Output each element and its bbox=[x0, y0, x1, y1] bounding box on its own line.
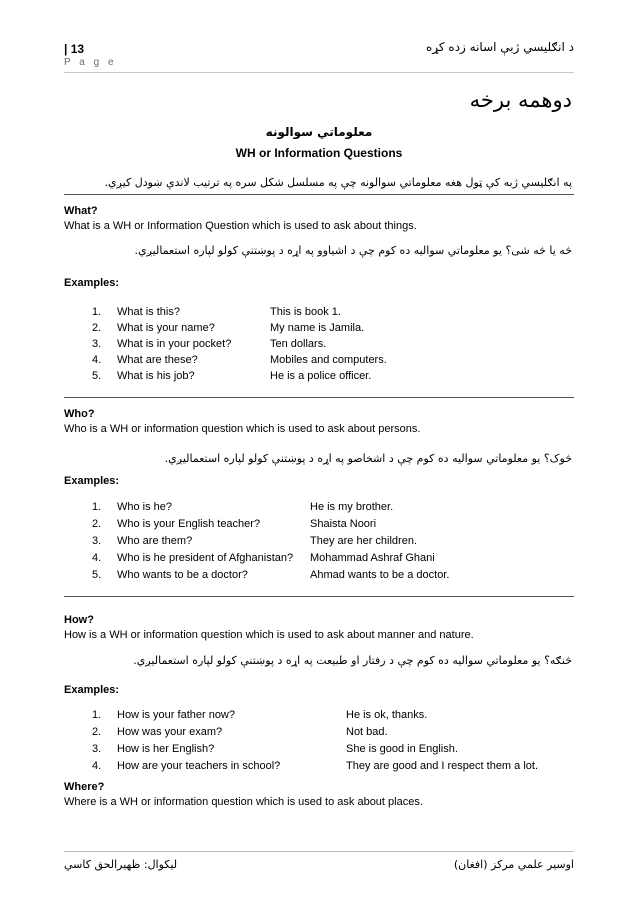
examples-label: Examples: bbox=[64, 684, 120, 696]
example-question: Who is he president of Afghanistan? bbox=[117, 552, 294, 564]
intro-text: په انګليسي ژبه کې ټول هغه معلوماتي سوالونه چې په مسلسل شکل سره په ترتيب لاندې ښودل کيږي. bbox=[104, 176, 572, 189]
example-number: 5. bbox=[92, 569, 102, 581]
section-divider bbox=[64, 397, 574, 398]
example-question: Who are them? bbox=[117, 535, 193, 547]
section-title: دوهمه برخه bbox=[469, 88, 572, 112]
example-question: How is her English? bbox=[117, 743, 215, 755]
footer-divider bbox=[64, 851, 574, 852]
section-divider bbox=[64, 596, 574, 597]
example-number: 3. bbox=[92, 338, 102, 350]
section-description-how: How is a WH or information question which is used to ask about manner and nature. bbox=[64, 629, 474, 641]
example-answer: They are good and I respect them a lot. bbox=[346, 760, 539, 772]
example-question: What are these? bbox=[117, 354, 198, 366]
example-answer: Ahmad wants to be a doctor. bbox=[310, 569, 450, 581]
example-answer: Mohammad Ashraf Ghani bbox=[310, 552, 435, 564]
header-title: د انګليسي ژبې اسانه زده کړه bbox=[425, 40, 574, 54]
example-answer: This is book 1. bbox=[270, 306, 341, 318]
footer-publisher: اوسير علمي مرکز (افغان) bbox=[453, 858, 574, 871]
page-label: P a g e bbox=[64, 57, 117, 68]
section-heading-who: Who? bbox=[64, 408, 95, 420]
section-divider bbox=[64, 194, 574, 195]
footer-author: ليکوال: ظهيرالحق کاسي bbox=[64, 858, 178, 871]
example-number: 1. bbox=[92, 709, 102, 721]
example-answer: My name is Jamila. bbox=[270, 322, 365, 334]
example-answer: She is good in English. bbox=[346, 743, 458, 755]
example-question: How are your teachers in school? bbox=[117, 760, 281, 772]
section-heading-what: What? bbox=[64, 205, 98, 217]
examples-label: Examples: bbox=[64, 277, 120, 289]
example-number: 1. bbox=[92, 501, 102, 513]
subtitle-pashto: معلوماتي سوالونه bbox=[265, 125, 373, 139]
example-number: 2. bbox=[92, 322, 102, 334]
example-number: 4. bbox=[92, 552, 102, 564]
example-question: What is in your pocket? bbox=[117, 338, 232, 350]
example-answer: Mobiles and computers. bbox=[270, 354, 387, 366]
example-number: 3. bbox=[92, 535, 102, 547]
example-question: How is your father now? bbox=[117, 709, 235, 721]
example-number: 4. bbox=[92, 760, 102, 772]
section-translation-who: څوک؟ يو معلوماتي سواليه ده کوم چې د اشخاصو په اړه د پوښتنې کولو لپاره استعماليږي. bbox=[164, 452, 572, 465]
page-number: | 13 bbox=[64, 42, 85, 56]
section-description-what: What is a WH or Information Question which is used to ask about things. bbox=[64, 220, 417, 232]
example-answer: Not bad. bbox=[346, 726, 388, 738]
section-description-who: Who is a WH or information question which is used to ask about persons. bbox=[64, 423, 421, 435]
example-question: Who is your English teacher? bbox=[117, 518, 261, 530]
example-question: What is this? bbox=[117, 306, 180, 318]
example-question: What is your name? bbox=[117, 322, 215, 334]
section-heading-where: Where? bbox=[64, 781, 105, 793]
example-number: 5. bbox=[92, 370, 102, 382]
example-answer: Ten dollars. bbox=[270, 338, 327, 350]
example-number: 1. bbox=[92, 306, 102, 318]
section-translation-what: څه يا څه شی؟ يو معلوماتي سواليه ده کوم چې د اشياوو په اړه د پوښتنې کولو لپاره استعماليږي. bbox=[134, 244, 572, 257]
header-divider bbox=[64, 72, 574, 73]
examples-label: Examples: bbox=[64, 475, 120, 487]
example-number: 4. bbox=[92, 354, 102, 366]
example-question: How was your exam? bbox=[117, 726, 223, 738]
example-number: 3. bbox=[92, 743, 102, 755]
example-number: 2. bbox=[92, 518, 102, 530]
section-description-where: Where is a WH or information question which is used to ask about places. bbox=[64, 796, 423, 808]
section-translation-how: څنګه؟ يو معلوماتي سواليه ده کوم چې د رفتار او طبيعت په اړه د پوښتنې کولو لپاره استعماليږي. bbox=[133, 654, 572, 667]
example-question: Who is he? bbox=[117, 501, 173, 513]
example-answer: He is ok, thanks. bbox=[346, 709, 428, 721]
example-answer: Shaista Noori bbox=[310, 518, 377, 530]
example-answer: He is my brother. bbox=[310, 501, 394, 513]
section-heading-how: How? bbox=[64, 614, 94, 626]
example-question: Who wants to be a doctor? bbox=[117, 569, 248, 581]
example-number: 2. bbox=[92, 726, 102, 738]
example-answer: They are her children. bbox=[310, 535, 417, 547]
example-answer: He is a police officer. bbox=[270, 370, 372, 382]
example-question: What is his job? bbox=[117, 370, 195, 382]
subtitle-english: WH or Information Questions bbox=[235, 146, 403, 160]
